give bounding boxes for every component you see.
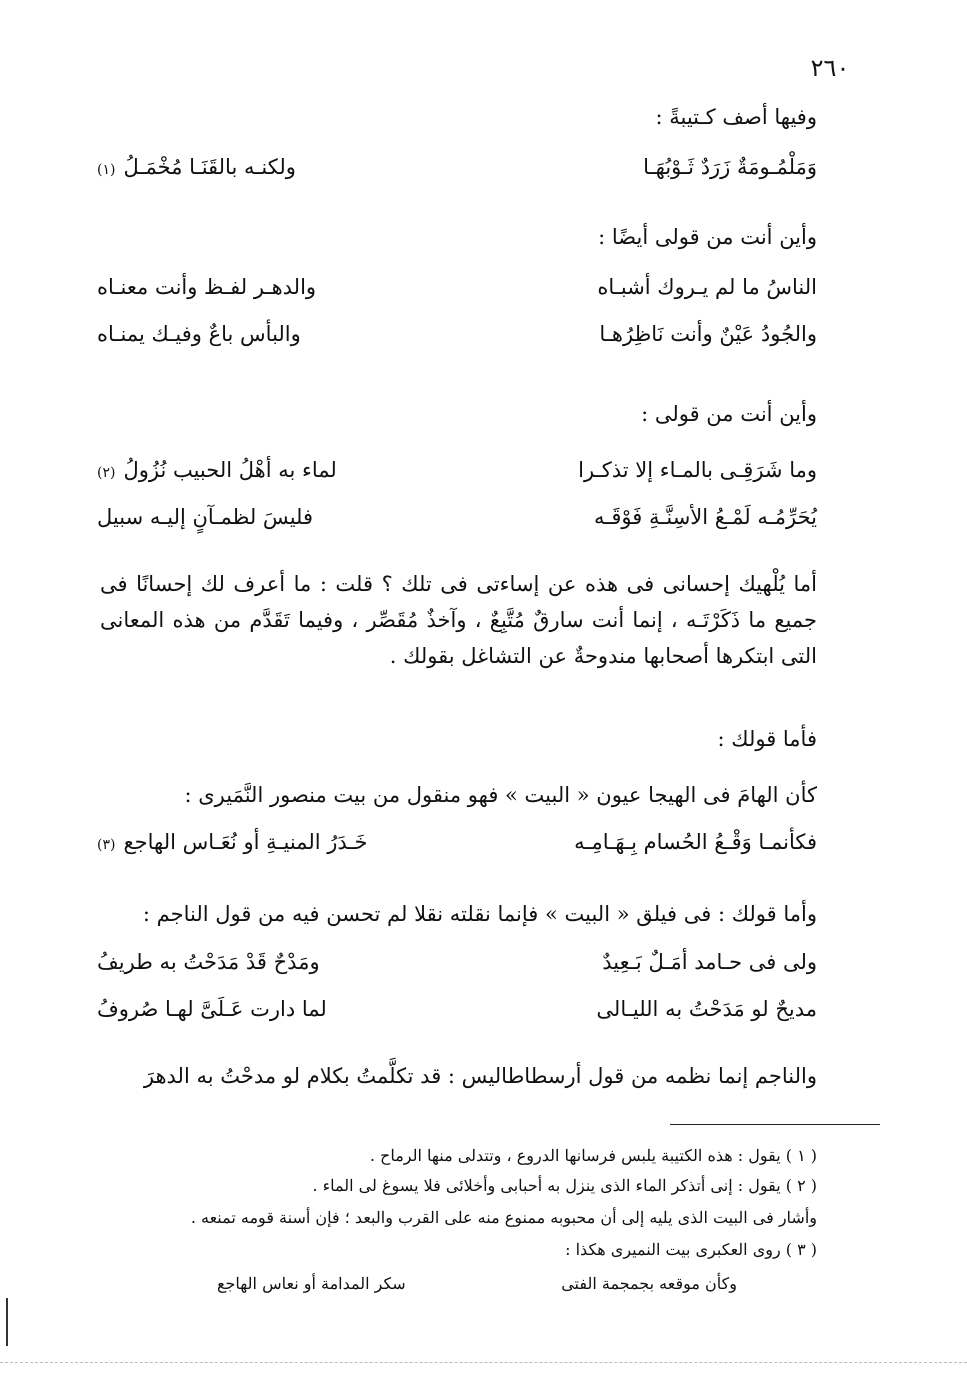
verse-4-second-text: خَـدَرُ المنيـةِ أو نُعَـاس الهاجع (123, 830, 368, 854)
verse-4-second-hemistich (97, 830, 368, 854)
scan-bottom-edge (0, 1362, 967, 1363)
intro-line-2: وأين أنت من قولى أيضًا : (598, 225, 817, 249)
verse-3a-first-hemistich: وما شَرَقِـى بالمـاء إلا تذكـرا (578, 458, 817, 482)
verse-5b-second-hemistich: لما دارت عَـلَىَّ لهـا صُروفُ (97, 997, 327, 1021)
verse-5a-second-hemistich: ومَدْحٌ قَدْ مَدَحْتُ به طريفُ (97, 950, 320, 974)
verse-3a-second-text: لماء به أهْلُ الحبيب نُزُولُ (123, 458, 337, 482)
verse-2b-first-hemistich: والجُودُ عَيْنٌ وأنت نَاظِرُهـا (599, 322, 817, 346)
verse-5b-first-hemistich: مديحٌ لو مَدَحْتُ به الليـالى (596, 997, 817, 1021)
verse-3b-second-hemistich: فليسَ لظمـآنٍ إليـه سبيل (97, 505, 314, 529)
verse-1-first-hemistich: وَمَلْمُـومَةٌ زَرَدٌ ثَـوْبُهَـا (643, 155, 817, 179)
footnote-divider (670, 1124, 880, 1125)
verse-5a (97, 950, 817, 984)
prose-line-5: وأما قولك : فى فيلق « البيت » فإنما نقلته نقلا لم تحسن فيه من قول الناجم : (142, 902, 817, 926)
intro-line-1: وفيها أصف كـتيبةً : (655, 105, 817, 129)
footnote-1: ( ١ ) يقول : هذه الكتيبة يلبس فرسانها الدروع ، وتتدلى منها الرماح . (369, 1146, 817, 1165)
verse-1 (97, 155, 817, 189)
page-number: ٢٦٠ (810, 54, 850, 82)
verse-5b (97, 997, 817, 1031)
verse-4 (97, 830, 817, 864)
footnote-ref-2: (٢) (97, 465, 116, 481)
verse-2a-first-hemistich: الناسُ ما لم يـروك أشبـاه (597, 275, 817, 299)
verse-2b-second-hemistich: والبأس باعٌ وفيـك يمنـاه (97, 322, 301, 346)
prose-paragraph-1: أما يُلْهيك إحسانى فى هذه عن إساءتى فى تلك ؟ قلت : ما أعرف لك إحسانًا فى جميع ما ذَكَرْتَـه ، إنما أنت سارقٌ مُتَّبِعٌ ، وآخذٌ مُقَصِّر ، وفيما تَقَدَّم من هذه المعانى التى ابتكرها أصحابها مندوحةٌ عن التشاغل بقولك . (100, 572, 817, 668)
verse-3b (97, 505, 817, 539)
footnote-3: ( ٣ ) روى العكبرى بيت النميرى هكذا : (565, 1240, 817, 1259)
footnote-3-verse-first: وكأن موقعه بجمجمة الفتى (561, 1274, 737, 1293)
verse-1-second-text: ولكنـه بالقَنَـا مُخْمَـلُ (123, 155, 296, 179)
verse-2a-second-hemistich: والدهـر لفـظ وأنت معنـاه (97, 275, 317, 299)
verse-3a-second-hemistich (97, 458, 337, 482)
verse-5a-first-hemistich: ولى فى حـامد أمَـلٌ بَـعِيدٌ (602, 950, 817, 974)
prose-line-4: كأن الهامَ فى الهيجا عيون « البيت » فهو منقول من بيت منصور النَّمَيرى : (184, 783, 817, 807)
verse-4-first-hemistich: فكأنمـا وَقْـعُ الحُسام بِـهَـامِـه (574, 830, 817, 854)
intro-line-3: وأين أنت من قولى : (641, 402, 817, 426)
intro-line-4: فأما قولك : (717, 727, 817, 751)
verse-2a (97, 275, 817, 309)
verse-1-second-hemistich (97, 155, 296, 179)
footnote-3-verse-second: سكر المدامة أو نعاس الهاجع (217, 1274, 406, 1293)
footnote-2: ( ٢ ) يقول : إنى أتذكر الماء الذى ينزل به أحبابى وأخلائى فلا يسوغ لى الماء . (312, 1176, 817, 1195)
prose-line-6: والناجم إنما نظمه من قول أرسطاطاليس : قد تكلَّمتُ بكلام لو مدحْتُ به الدهرَ (143, 1064, 817, 1088)
footnote-ref-3: (٣) (97, 837, 116, 853)
verse-2b (97, 322, 817, 356)
footnote-2-continued: وأشار فى البيت الذى يليه إلى أن محبوبه ممنوع منه على القرب والبعد ؛ فإن أسنة قومه تمنعه . (190, 1208, 817, 1227)
verse-3b-first-hemistich: يُحَرِّمُـه لَمْـعُ الأسِنَّـةِ فَوْقَـه (593, 505, 817, 529)
verse-3a (97, 458, 817, 492)
scan-edge-mark (6, 1298, 8, 1346)
footnote-ref-1: (١) (97, 162, 116, 178)
